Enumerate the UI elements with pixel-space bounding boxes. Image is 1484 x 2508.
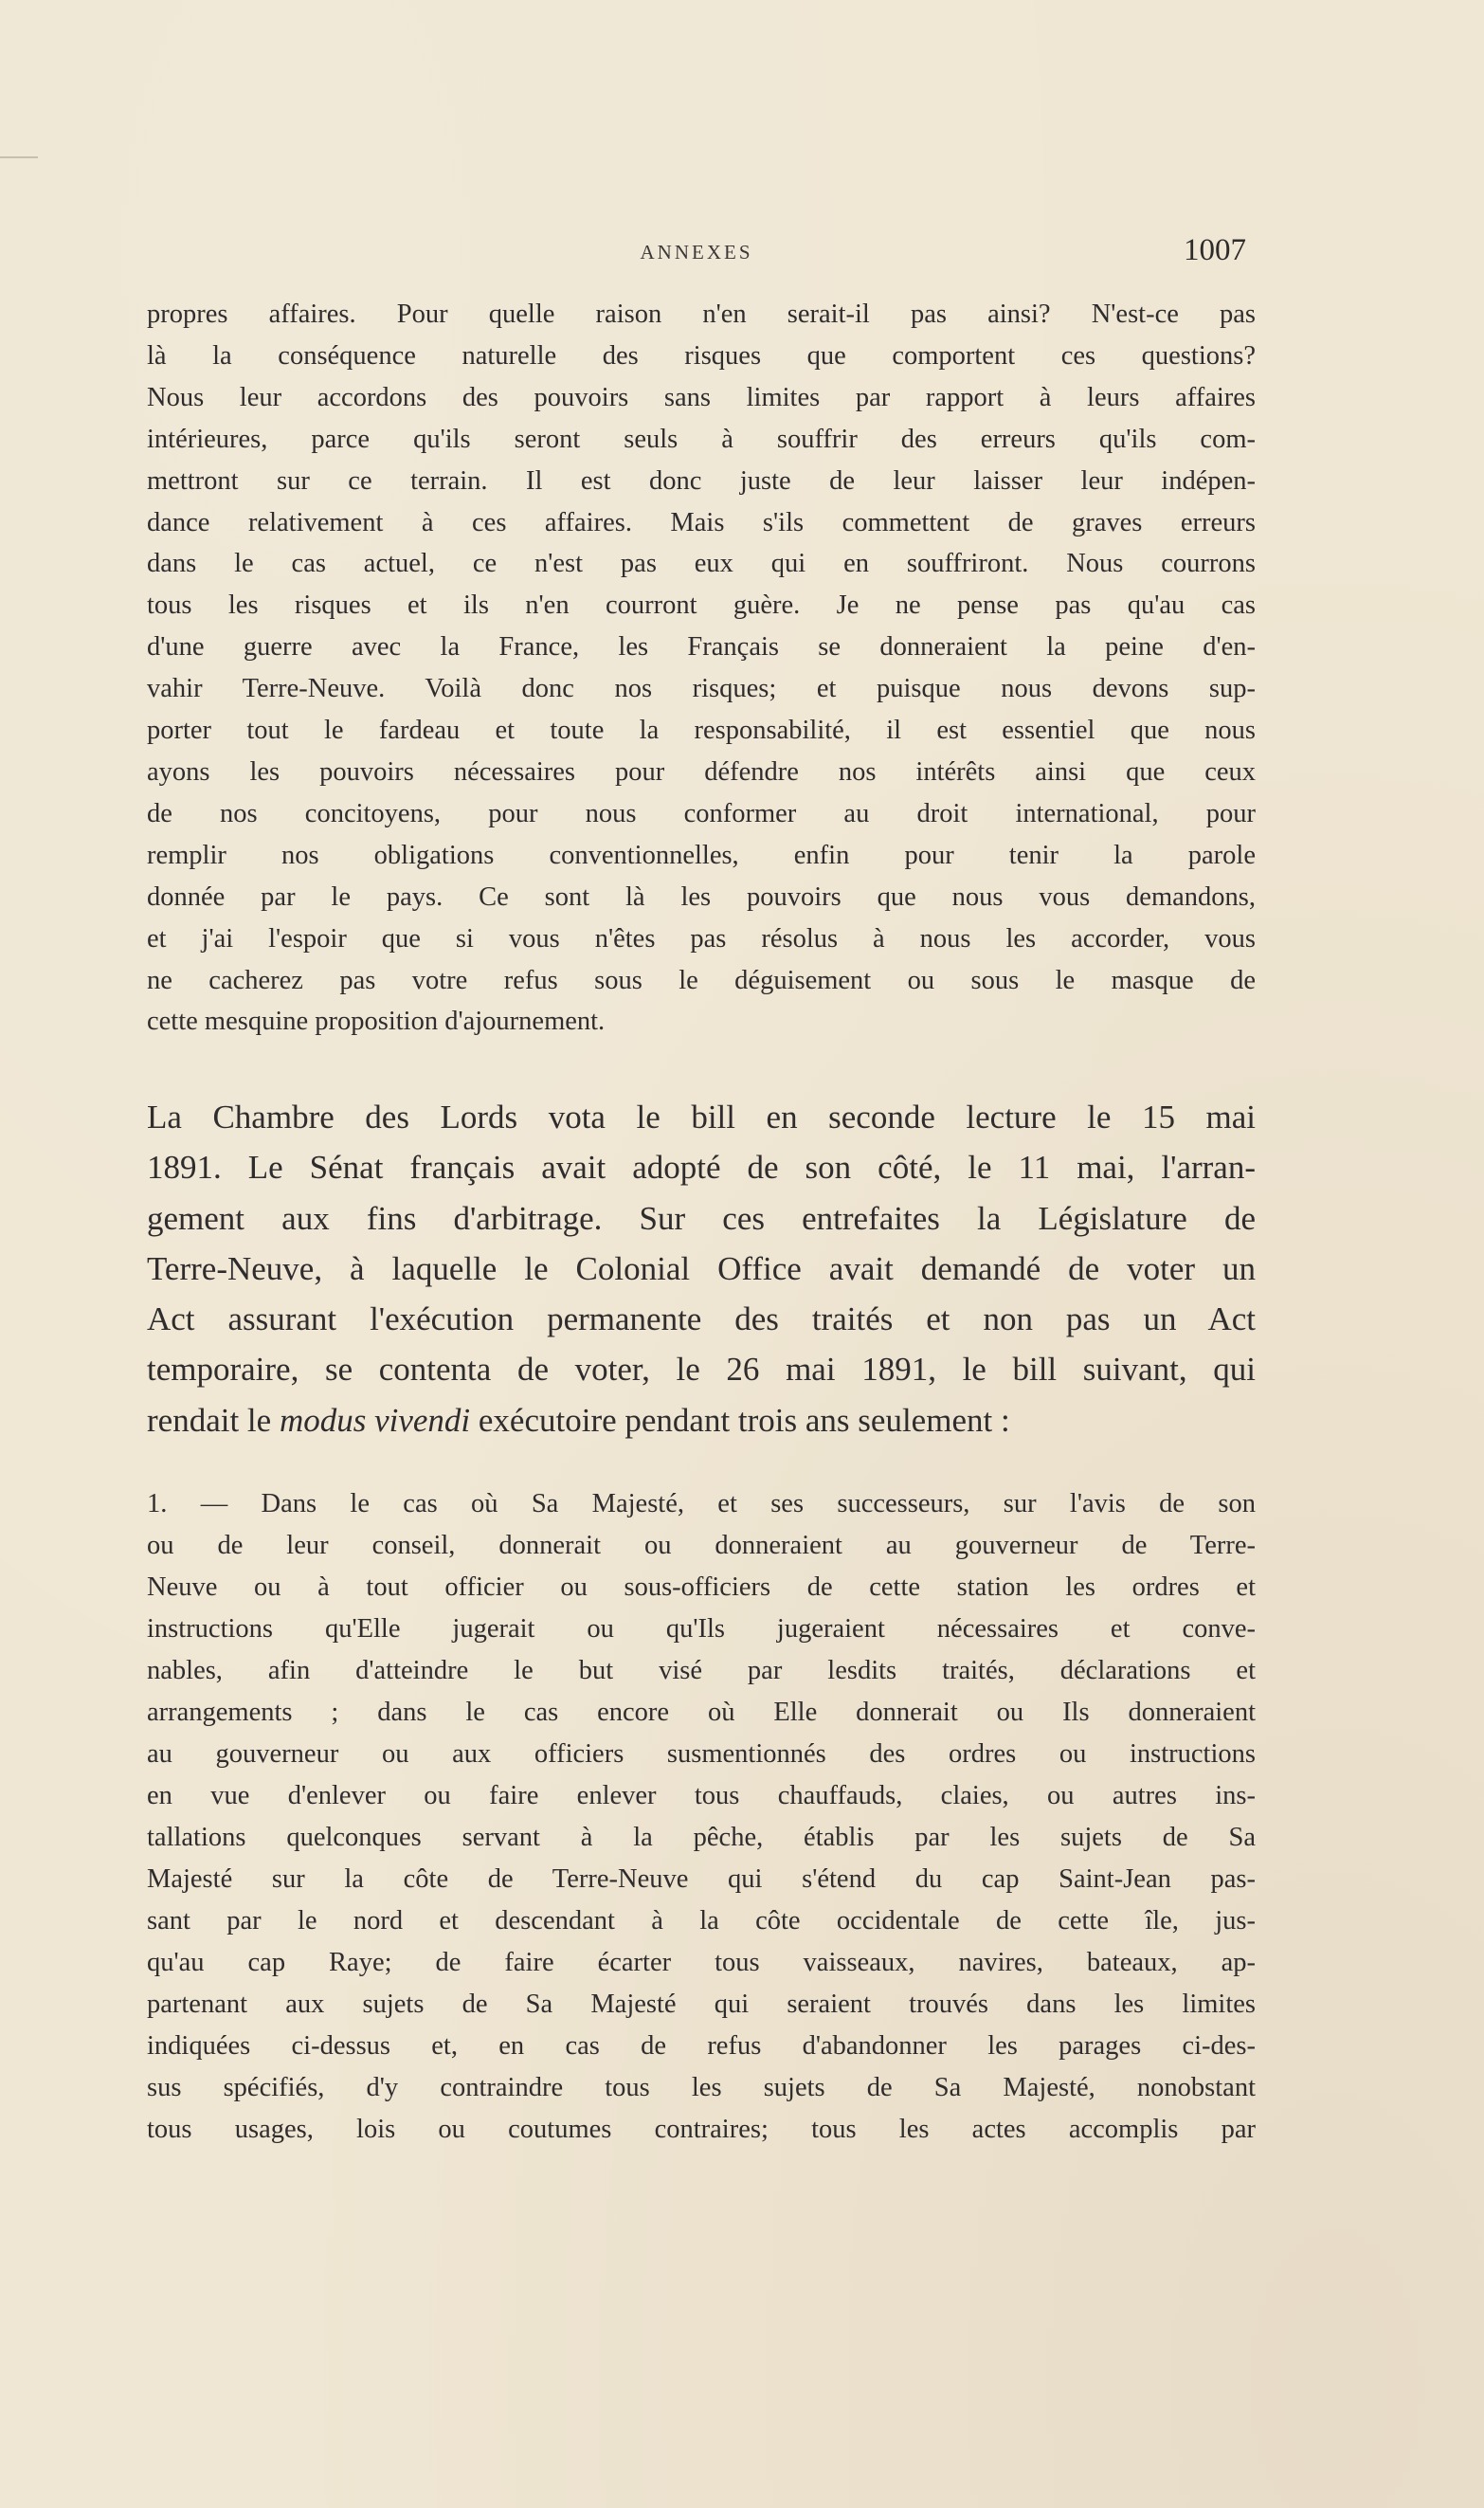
text-line: gement aux fins d'arbitrage. Sur ces entrefaites la Législature de	[147, 1199, 1256, 1237]
text-line: au gouverneur ou aux officiers susmentionnés des ordres ou instructions	[147, 1739, 1256, 1769]
text-line: vahir Terre-Neuve. Voilà donc nos risques; et puisque nous devons sup-	[147, 674, 1256, 704]
page-header	[147, 235, 1246, 273]
text-line	[147, 1395, 1256, 1445]
text-line: arrangements ; dans le cas encore où Elle donnerait ou Ils donneraient	[147, 1698, 1256, 1727]
text-line: nables, afin d'atteindre le but visé par lesdits traités, déclarations et	[147, 1656, 1256, 1685]
paragraph-bill-text	[147, 1483, 1256, 2151]
text-line: 1891. Le Sénat français avait adopté de son côté, le 11 mai, l'arran-	[147, 1149, 1256, 1187]
text-line: indiquées ci-dessus et, en cas de refus d'abandonner les parages ci-des-	[147, 2031, 1256, 2061]
text-line: porter tout le fardeau et toute la responsabilité, il est essentiel que nous	[147, 716, 1256, 746]
text-line: remplir nos obligations conventionnelles, enfin pour tenir la parole	[147, 840, 1256, 870]
text-line: dans le cas actuel, ce n'est pas eux qui en souffriront. Nous courrons	[147, 549, 1256, 579]
text-line: tous les risques et ils n'en courront guère. Je ne pense pas qu'au cas	[147, 591, 1256, 621]
text-line: en vue d'enlever ou faire enlever tous chauffauds, claies, ou autres ins-	[147, 1781, 1256, 1810]
text-line: sus spécifiés, d'y contraindre tous les sujets de Sa Majesté, nonobstant	[147, 2073, 1256, 2102]
text-line: tallations quelconques servant à la pêche, établis par les sujets de Sa	[147, 1823, 1256, 1852]
text-line: mettront sur ce terrain. Il est donc juste de leur laisser leur indépen-	[147, 465, 1256, 496]
margin-rule	[0, 156, 38, 158]
text-line: là la conséquence naturelle des risques que comportent ces questions?	[147, 340, 1256, 371]
text-line: ou de leur conseil, donnerait ou donneraient au gouverneur de Terre-	[147, 1531, 1256, 1560]
running-head: ANNEXES	[640, 241, 753, 264]
text-line: ayons les pouvoirs nécessaires pour défendre nos intérêts ainsi que ceux	[147, 756, 1256, 787]
text-line: qu'au cap Raye; de faire écarter tous vaisseaux, navires, bateaux, ap-	[147, 1948, 1256, 1977]
text-line: d'une guerre avec la France, les Français se donneraient la peine d'en-	[147, 632, 1256, 663]
text-line: dance relativement à ces affaires. Mais s'ils commettent de graves erreurs	[147, 507, 1256, 537]
text-line: Act assurant l'exécution permanente des traités et non pas un Act	[147, 1300, 1256, 1338]
text-line: instructions qu'Elle jugerait ou qu'Ils jugeraient nécessaires et conve-	[147, 1614, 1256, 1644]
paragraph-narrative	[147, 1092, 1256, 1445]
text-line: de nos concitoyens, pour nous conformer au droit international, pour	[147, 798, 1256, 828]
text-segment: exécutoire pendant trois ans seulement :	[470, 1401, 1010, 1439]
text-line: La Chambre des Lords vota le bill en seconde lecture le 15 mai	[147, 1099, 1256, 1136]
text-line: Majesté sur la côte de Terre-Neuve qui s'étend du cap Saint-Jean pas-	[147, 1864, 1256, 1894]
text-line: Terre-Neuve, à laquelle le Colonial Office avait demandé de voter un	[147, 1249, 1256, 1287]
text-line: cette mesquine proposition d'ajournement.	[147, 1007, 606, 1037]
text-line: intérieures, parce qu'ils seront seuls à souffrir des erreurs qu'ils com-	[147, 424, 1256, 454]
text-line: donnée par le pays. Ce sont là les pouvoirs que nous vous demandons,	[147, 881, 1256, 912]
text-line: et j'ai l'espoir que si vous n'êtes pas résolus à nous les accorder, vous	[147, 923, 1256, 954]
text-line: temporaire, se contenta de voter, le 26 mai 1891, le bill suivant, qui	[147, 1351, 1256, 1389]
text-line: tous usages, lois ou coutumes contraires; tous les actes accomplis par	[147, 2115, 1256, 2144]
text-line: sant par le nord et descendant à la côte occidentale de cette île, jus-	[147, 1906, 1256, 1936]
text-line: Nous leur accordons des pouvoirs sans limites par rapport à leurs affaires	[147, 382, 1256, 412]
text-line: propres affaires. Pour quelle raison n'en serait-il pas ainsi? N'est-ce pas	[147, 300, 1256, 329]
text-line: 1. — Dans le cas où Sa Majesté, et ses successeurs, sur l'avis de son	[147, 1489, 1256, 1518]
text-line: Neuve ou à tout officier ou sous-officiers de cette station les ordres et	[147, 1572, 1256, 1602]
italic-term: modus vivendi	[279, 1401, 471, 1439]
text-line: ne cacherez pas votre refus sous le déguisement ou sous le masque de	[147, 965, 1256, 995]
text-segment: rendait le	[147, 1401, 280, 1439]
page-number: 1007	[1184, 233, 1246, 267]
paragraph-speech-quote	[147, 294, 1256, 1043]
text-line: partenant aux sujets de Sa Majesté qui seraient trouvés dans les limites	[147, 1990, 1256, 2019]
